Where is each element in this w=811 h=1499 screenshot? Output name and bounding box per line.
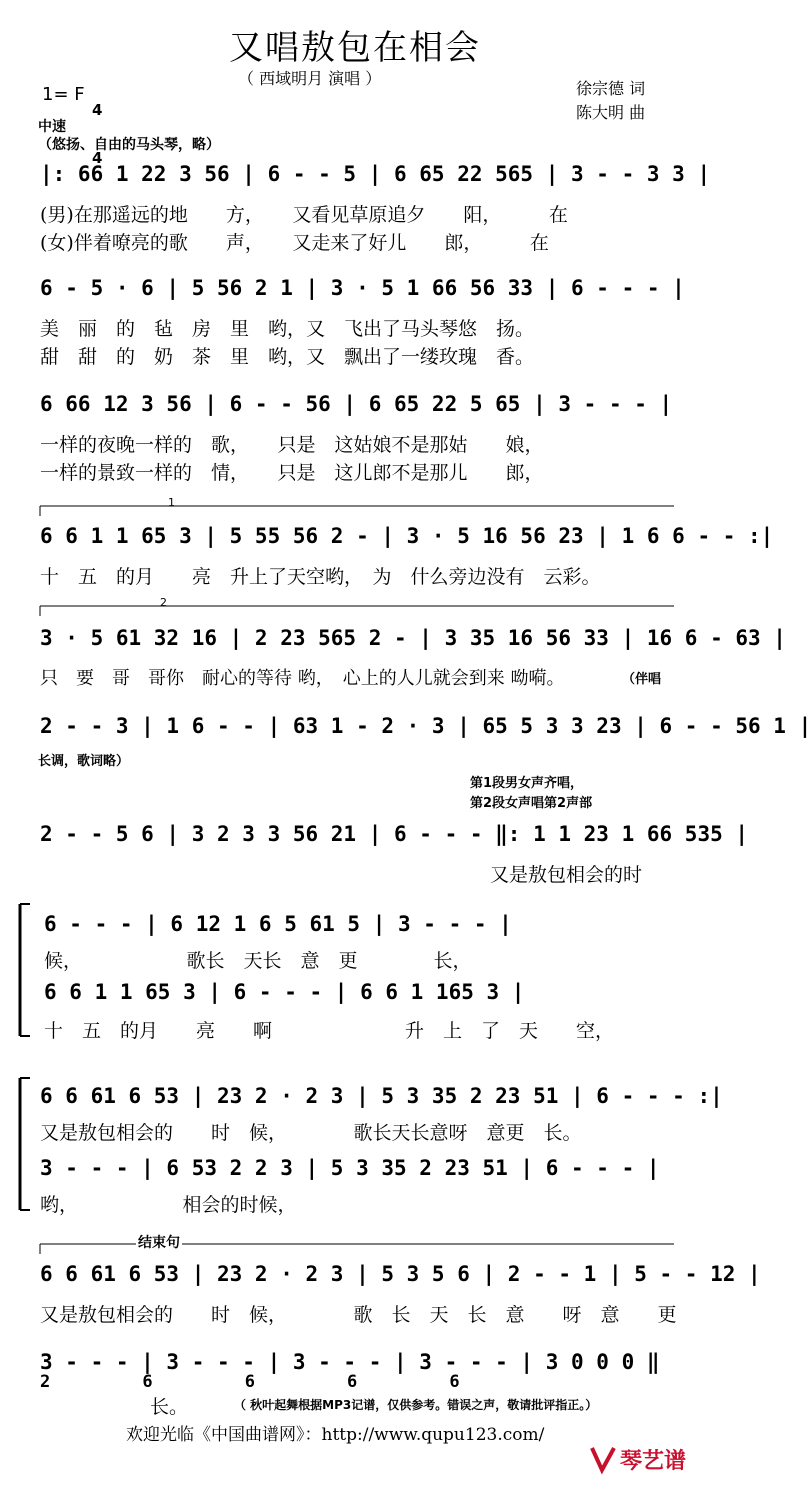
score-line-9-lyric: 十 五 的月 亮 啊 升 上 了 天 空，: [44, 1020, 615, 1042]
humming-note-a: （伴唱: [622, 672, 662, 687]
intro-note: （悠扬、自由的马头琴，略）: [38, 137, 220, 153]
score-line-10-notes: 6 6 61 6 53 | 23 2 · 2 3 | 5 3 35 2 23 51 | 6 - - - :|: [40, 1084, 723, 1108]
system-bracket-1: [14, 900, 34, 1040]
score-line-5-notes: 3 · 5 61 32 16 | 2 23 565 2 - | 3 35 16 56 33 | 16 6 - 63 |: [40, 626, 786, 650]
composer: 陈大明 曲: [576, 103, 646, 122]
score-line-3-lyric-verse2: 一样的景致一样的 情， 只是 这儿郎不是那儿 郎，: [40, 462, 544, 484]
score-line-1-lyric-verse1: (男)在那遥远的地 方， 又看见草原追夕 阳， 在: [40, 204, 568, 226]
time-signature-top: 4: [92, 101, 103, 119]
site-welcome-footer: 欢迎光临《中国曲谱网》：http://www.qupu123.com/: [126, 1425, 545, 1445]
score-line-12-lyric: 又是敖包相会的 时 候， 歌 长 天 长 意 呀 意 更: [40, 1304, 677, 1326]
score-line-11-notes: 3 - - - | 6 53 2 2 3 | 5 3 35 2 23 51 | 6 - - - |: [40, 1156, 660, 1180]
score-line-1-notes: |: 66 1 22 3 56 | 6 - - 5 | 6 65 22 565 | 3 - - 3 3 |: [40, 162, 711, 186]
tempo-marking: 中速: [38, 119, 66, 135]
score-line-11-lyric: 哟， 相会的时候，: [40, 1194, 297, 1216]
score-line-2-lyric-verse2: 甜 甜 的 奶 茶 里 哟，又 飘出了一缕玫瑰 香。: [40, 346, 535, 368]
volta-2-label: 2: [160, 596, 167, 609]
score-line-4-lyric: 十 五 的月 亮 升上了天空哟， 为 什么旁边没有 云彩。: [40, 566, 601, 588]
score-line-9-notes: 6 6 1 1 65 3 | 6 - - - | 6 6 1 165 3 |: [44, 980, 525, 1004]
score-line-8-notes: 6 - - - | 6 12 1 6 5 61 5 | 3 - - - |: [44, 912, 512, 936]
part-note-2: 第2段女声唱第2声部: [470, 796, 593, 811]
brand-name: 琴艺谱: [620, 1449, 687, 1474]
score-line-4-notes: 6 6 1 1 65 3 | 5 55 56 2 - | 3 · 5 16 56 23 | 1 6 6 - - :|: [40, 524, 774, 548]
ending-label: 结束句: [136, 1232, 182, 1252]
volta-1-bracket: [38, 500, 678, 516]
performer-subtitle: （ 西域明月 演唱 ）: [238, 69, 382, 88]
score-line-3-notes: 6 66 12 3 56 | 6 - - 56 | 6 65 22 5 65 | 3 - - - |: [40, 392, 673, 416]
score-line-7-notes: 2 - - 5 6 | 3 2 3 3 56 21 | 6 - - - ‖: 1 1 23 1 66 535 |: [40, 822, 749, 846]
lyricist: 徐宗德 词: [576, 79, 646, 98]
transcription-note: （ 秋叶起舞根据MP3记谱，仅供参考。错误之声，敬请批评指正。）: [234, 1398, 598, 1412]
humming-note-b: 长调，歌词略）: [38, 754, 130, 769]
score-line-13-lower-notes: 2 6 6 6 6: [40, 1372, 460, 1392]
score-line-6-notes: 2 - - 3 | 1 6 - - | 63 1 - 2 · 3 | 65 5 3 3 23 | 6 - - 56 1 |: [40, 714, 811, 738]
score-line-12-notes: 6 6 61 6 53 | 23 2 · 2 3 | 5 3 5 6 | 2 - - 1 | 5 - - 12 |: [40, 1262, 761, 1286]
score-line-1-lyric-verse2: (女)伴着嘹亮的歌 声， 又走来了好儿 郎， 在: [40, 232, 549, 254]
volta-2-bracket: [38, 600, 678, 616]
score-line-8-lyric: 候， 歌长 天长 意 更 长，: [44, 950, 472, 972]
part-note-1: 第1段男女声齐唱，: [470, 776, 584, 791]
time-signature-bottom: 4: [92, 149, 103, 167]
score-line-13-lyric: 长。: [150, 1396, 189, 1418]
score-line-2-notes: 6 - 5 · 6 | 5 56 2 1 | 3 · 5 1 66 56 33 | 6 - - - |: [40, 276, 685, 300]
page-title: 又唱敖包在相会: [229, 28, 481, 68]
score-line-5-lyric: 只 要 哥 哥你 耐心的等待 哟， 心上的人儿就会到来 呦嗬。: [40, 668, 565, 689]
score-line-3-lyric-verse1: 一样的夜晚一样的 歌， 只是 这姑娘不是那姑 娘，: [40, 434, 544, 456]
brand-logo: [588, 1442, 687, 1499]
score-line-10-lyric: 又是敖包相会的 时 候， 歌长天长意呀 意更 长。: [40, 1122, 582, 1144]
key-signature: 1= F: [42, 84, 85, 105]
system-bracket-2: [14, 1074, 34, 1214]
volta-1-label: 1: [168, 496, 175, 509]
ending-bracket: [38, 1238, 678, 1254]
score-line-2-lyric-verse1: 美 丽 的 毡 房 里 哟，又 飞出了马头琴悠 扬。: [40, 318, 535, 340]
brand-logo-icon: [588, 1442, 618, 1476]
score-line-13-notes: 3 - - - | 3 - - - | 3 - - - | 3 - - - | 3 0 0 0 ‖: [40, 1350, 660, 1374]
score-line-7-lyric: 又是敖包相会的时: [490, 864, 643, 886]
